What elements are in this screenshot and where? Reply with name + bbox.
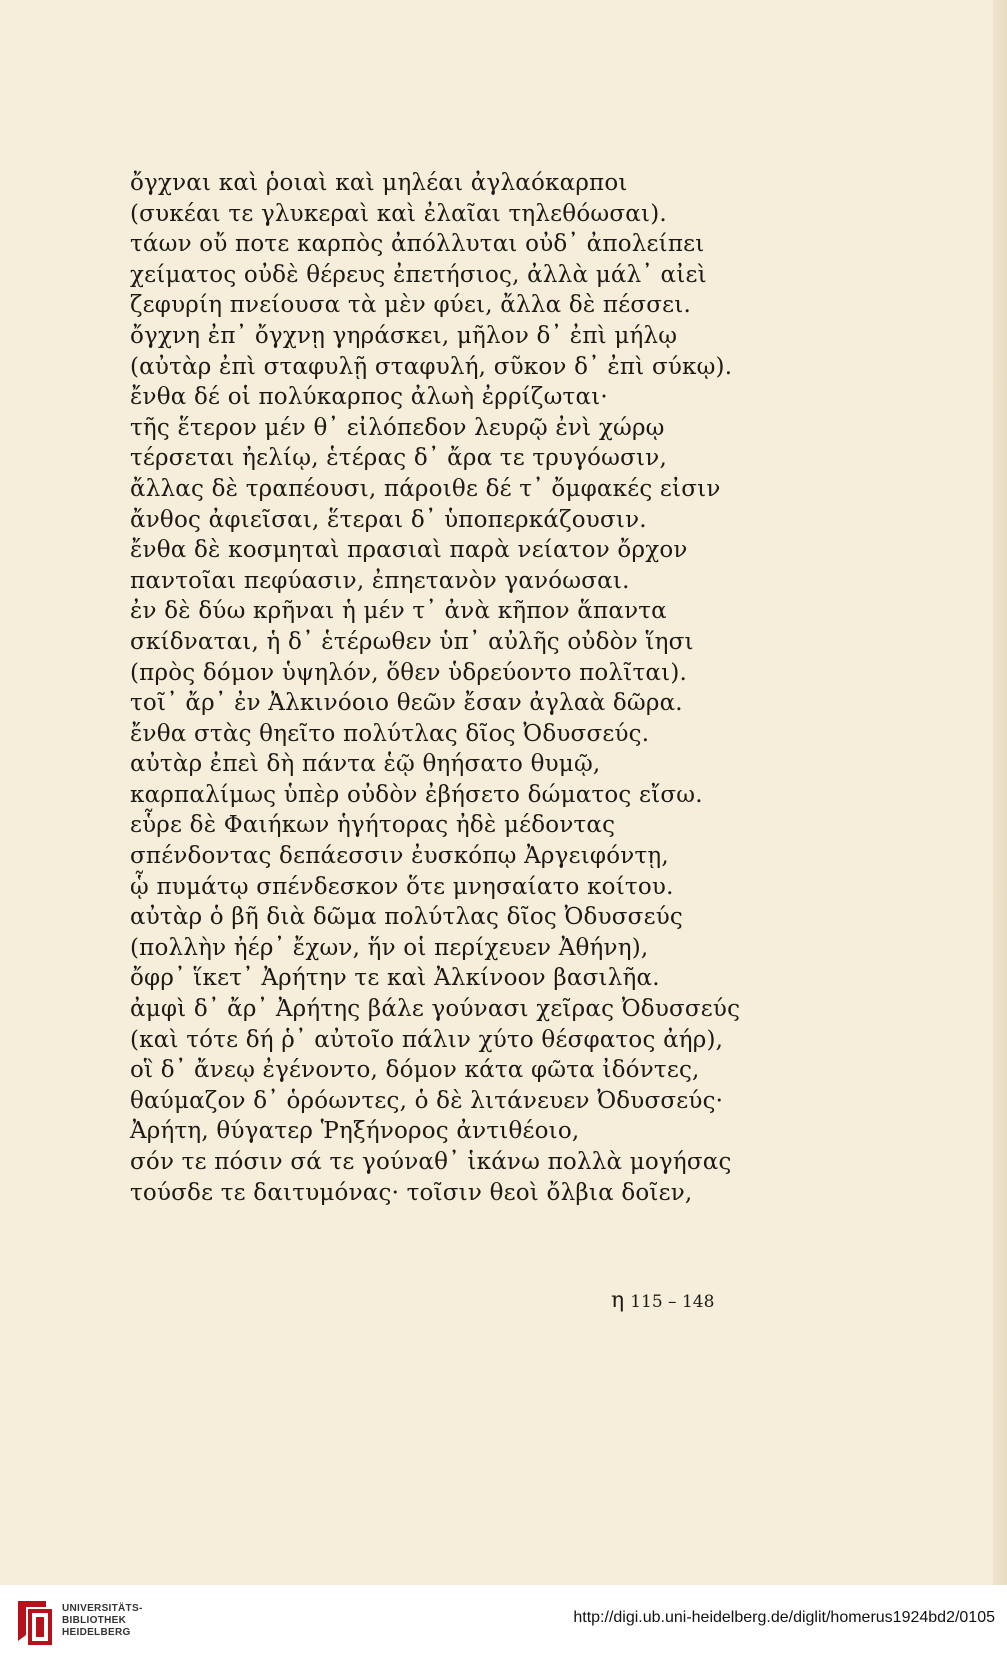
poem-line: τοῖ᾽ ἄρ᾽ ἐν Ἀλκινόοιο θεῶν ἔσαν ἀγλαὰ δῶρα. (130, 690, 683, 717)
poem-line: ὄγχνη ἐπ᾽ ὄγχνῃ γηράσκει, μῆλον δ᾽ ἐπὶ μήλῳ (130, 322, 678, 349)
poem-line: σόν τε πόσιν σά τε γούναθ᾽ ἱκάνω πολλὰ μογήσας (130, 1149, 732, 1175)
poem-line: ὄφρ᾽ ἵκετ᾽ Ἀρήτην τε καὶ Ἀλκίνοον βασιλῆα. (130, 965, 660, 992)
poem-line: αὐτὰρ ὁ βῆ διὰ δῶμα πολύτλας δῖος Ὀδυσσεύς (130, 904, 683, 931)
poem-line: τάων οὔ ποτε καρπὸς ἀπόλλυται οὐδ᾽ ἀπολείπει (130, 231, 705, 258)
poem-line: ἔνθα δέ οἱ πολύκαρπος ἀλωὴ ἐρρίζωται· (130, 384, 608, 411)
poem-line: αὐτὰρ ἐπεὶ δὴ πάντα ἑῷ θηήσατο θυμῷ, (130, 751, 601, 778)
poem-line: (πρὸς δόμον ὑψηλόν, ὅθεν ὑδρεύοντο πολῖται). (130, 659, 688, 686)
poem-line: σπένδοντας δεπάεσσιν ἐυσκόπῳ Ἀργειφόντῃ, (130, 843, 669, 870)
poem-line: ἄλλας δὲ τραπέουσι, πάροιθε δέ τ᾽ ὄμφακές εἰσιν (130, 475, 721, 502)
poem-line: (πολλὴν ἠέρ᾽ ἔχων, ἥν οἱ περίχευεν Ἀθήνη), (130, 934, 649, 961)
poem-line: ἐν δὲ δύω κρῆναι ἡ μέν τ᾽ ἀνὰ κῆπον ἅπαντα (130, 598, 667, 625)
poem-line: (καὶ τότε δή ῥ᾽ αὐτοῖο πάλιν χύτο θέσφατος ἀήρ), (130, 1026, 724, 1053)
permalink-url[interactable]: http://digi.ub.uni-heidelberg.de/diglit/homerus1924bd2/0105 (573, 1609, 995, 1626)
poem-line: (συκέαι τε γλυκεραὶ καὶ ἐλαῖαι τηλεθόωσαι). (130, 200, 667, 227)
poem-line: ζεφυρίη πνείουσα τὰ μὲν φύει, ἄλλα δὲ πέσσει. (130, 292, 691, 319)
poem-line: ἀμφὶ δ᾽ ἄρ᾽ Ἀρήτης βάλε γούνασι χεῖρας Ὀδυσσεύς (130, 996, 741, 1023)
viewer-footer (0, 1585, 1007, 1659)
library-name: UNIVERSITÄTS- BIBLIOTHEK HEIDELBERG (62, 1603, 143, 1638)
poem-line: ἔνθα στὰς θηεῖτο πολύτλας δῖος Ὀδυσσεύς. (130, 720, 650, 747)
poem-line: καρπαλίμως ὑπὲρ οὐδὸν ἐβήσετο δώματος εἴσω. (130, 781, 703, 808)
poem-line: εὗρε δὲ Φαιήκων ἡγήτορας ἠδὲ μέδοντας (130, 812, 616, 839)
page-reference (611, 1288, 714, 1313)
poem-line: Ἀρήτη, θύγατερ Ῥηξήνορος ἀντιθέοιο, (130, 1118, 580, 1145)
poem-line: ἔνθα δὲ κοσμηταὶ πρασιαὶ παρὰ νείατον ὄρχον (130, 537, 688, 564)
poem-line: (αὐτὰρ ἐπὶ σταφυλῇ σταφυλή, σῦκον δ᾽ ἐπὶ σύκῳ). (130, 353, 733, 380)
facing-page-edge (993, 0, 1007, 1585)
book-letter: η (611, 1288, 625, 1313)
poem-line: ὄγχναι καὶ ῥοιαὶ καὶ μηλέαι ἀγλαόκαρποι (130, 170, 628, 196)
poem-line: ᾧ πυμάτῳ σπένδεσκον ὅτε μνησαίατο κοίτου. (130, 873, 674, 900)
poem-line: ἄνθος ἀφιεῖσαι, ἕτεραι δ᾽ ὑποπερκάζουσιν. (130, 506, 647, 533)
university-logo-icon (10, 1595, 58, 1649)
poem-line: θαύμαζον δ᾽ ὁρόωντες, ὁ δὲ λιτάνευεν Ὀδυσσεύς· (130, 1087, 724, 1114)
poem-line: τούσδε τε δαιτυμόνας· τοῖσιν θεοὶ ὄλβια δοῖεν, (130, 1179, 693, 1206)
poem-line: σκίδναται, ἡ δ᾽ ἑτέρωθεν ὑπ᾽ αὐλῆς οὐδὸν ἵησι (130, 628, 694, 655)
line-range: 115 – 148 (630, 1292, 715, 1312)
poem-line: οἳ δ᾽ ἄνεῳ ἐγένοντο, δόμον κάτα φῶτα ἰδόντες, (130, 1057, 700, 1084)
poem-line: παντοῖαι πεφύασιν, ἐπηετανὸν γανόωσαι. (130, 567, 630, 594)
poem-line: τῆς ἕτερον μέν θ᾽ εἰλόπεδον λευρῷ ἐνὶ χώρῳ (130, 414, 665, 441)
poem-text (130, 168, 770, 1208)
poem-line: χείματος οὐδὲ θέρευς ἐπετήσιος, ἀλλὰ μάλ᾽ αἰεὶ (130, 261, 707, 288)
poem-line: τέρσεται ἠελίῳ, ἑτέρας δ᾽ ἄρα τε τρυγόωσιν, (130, 445, 667, 472)
